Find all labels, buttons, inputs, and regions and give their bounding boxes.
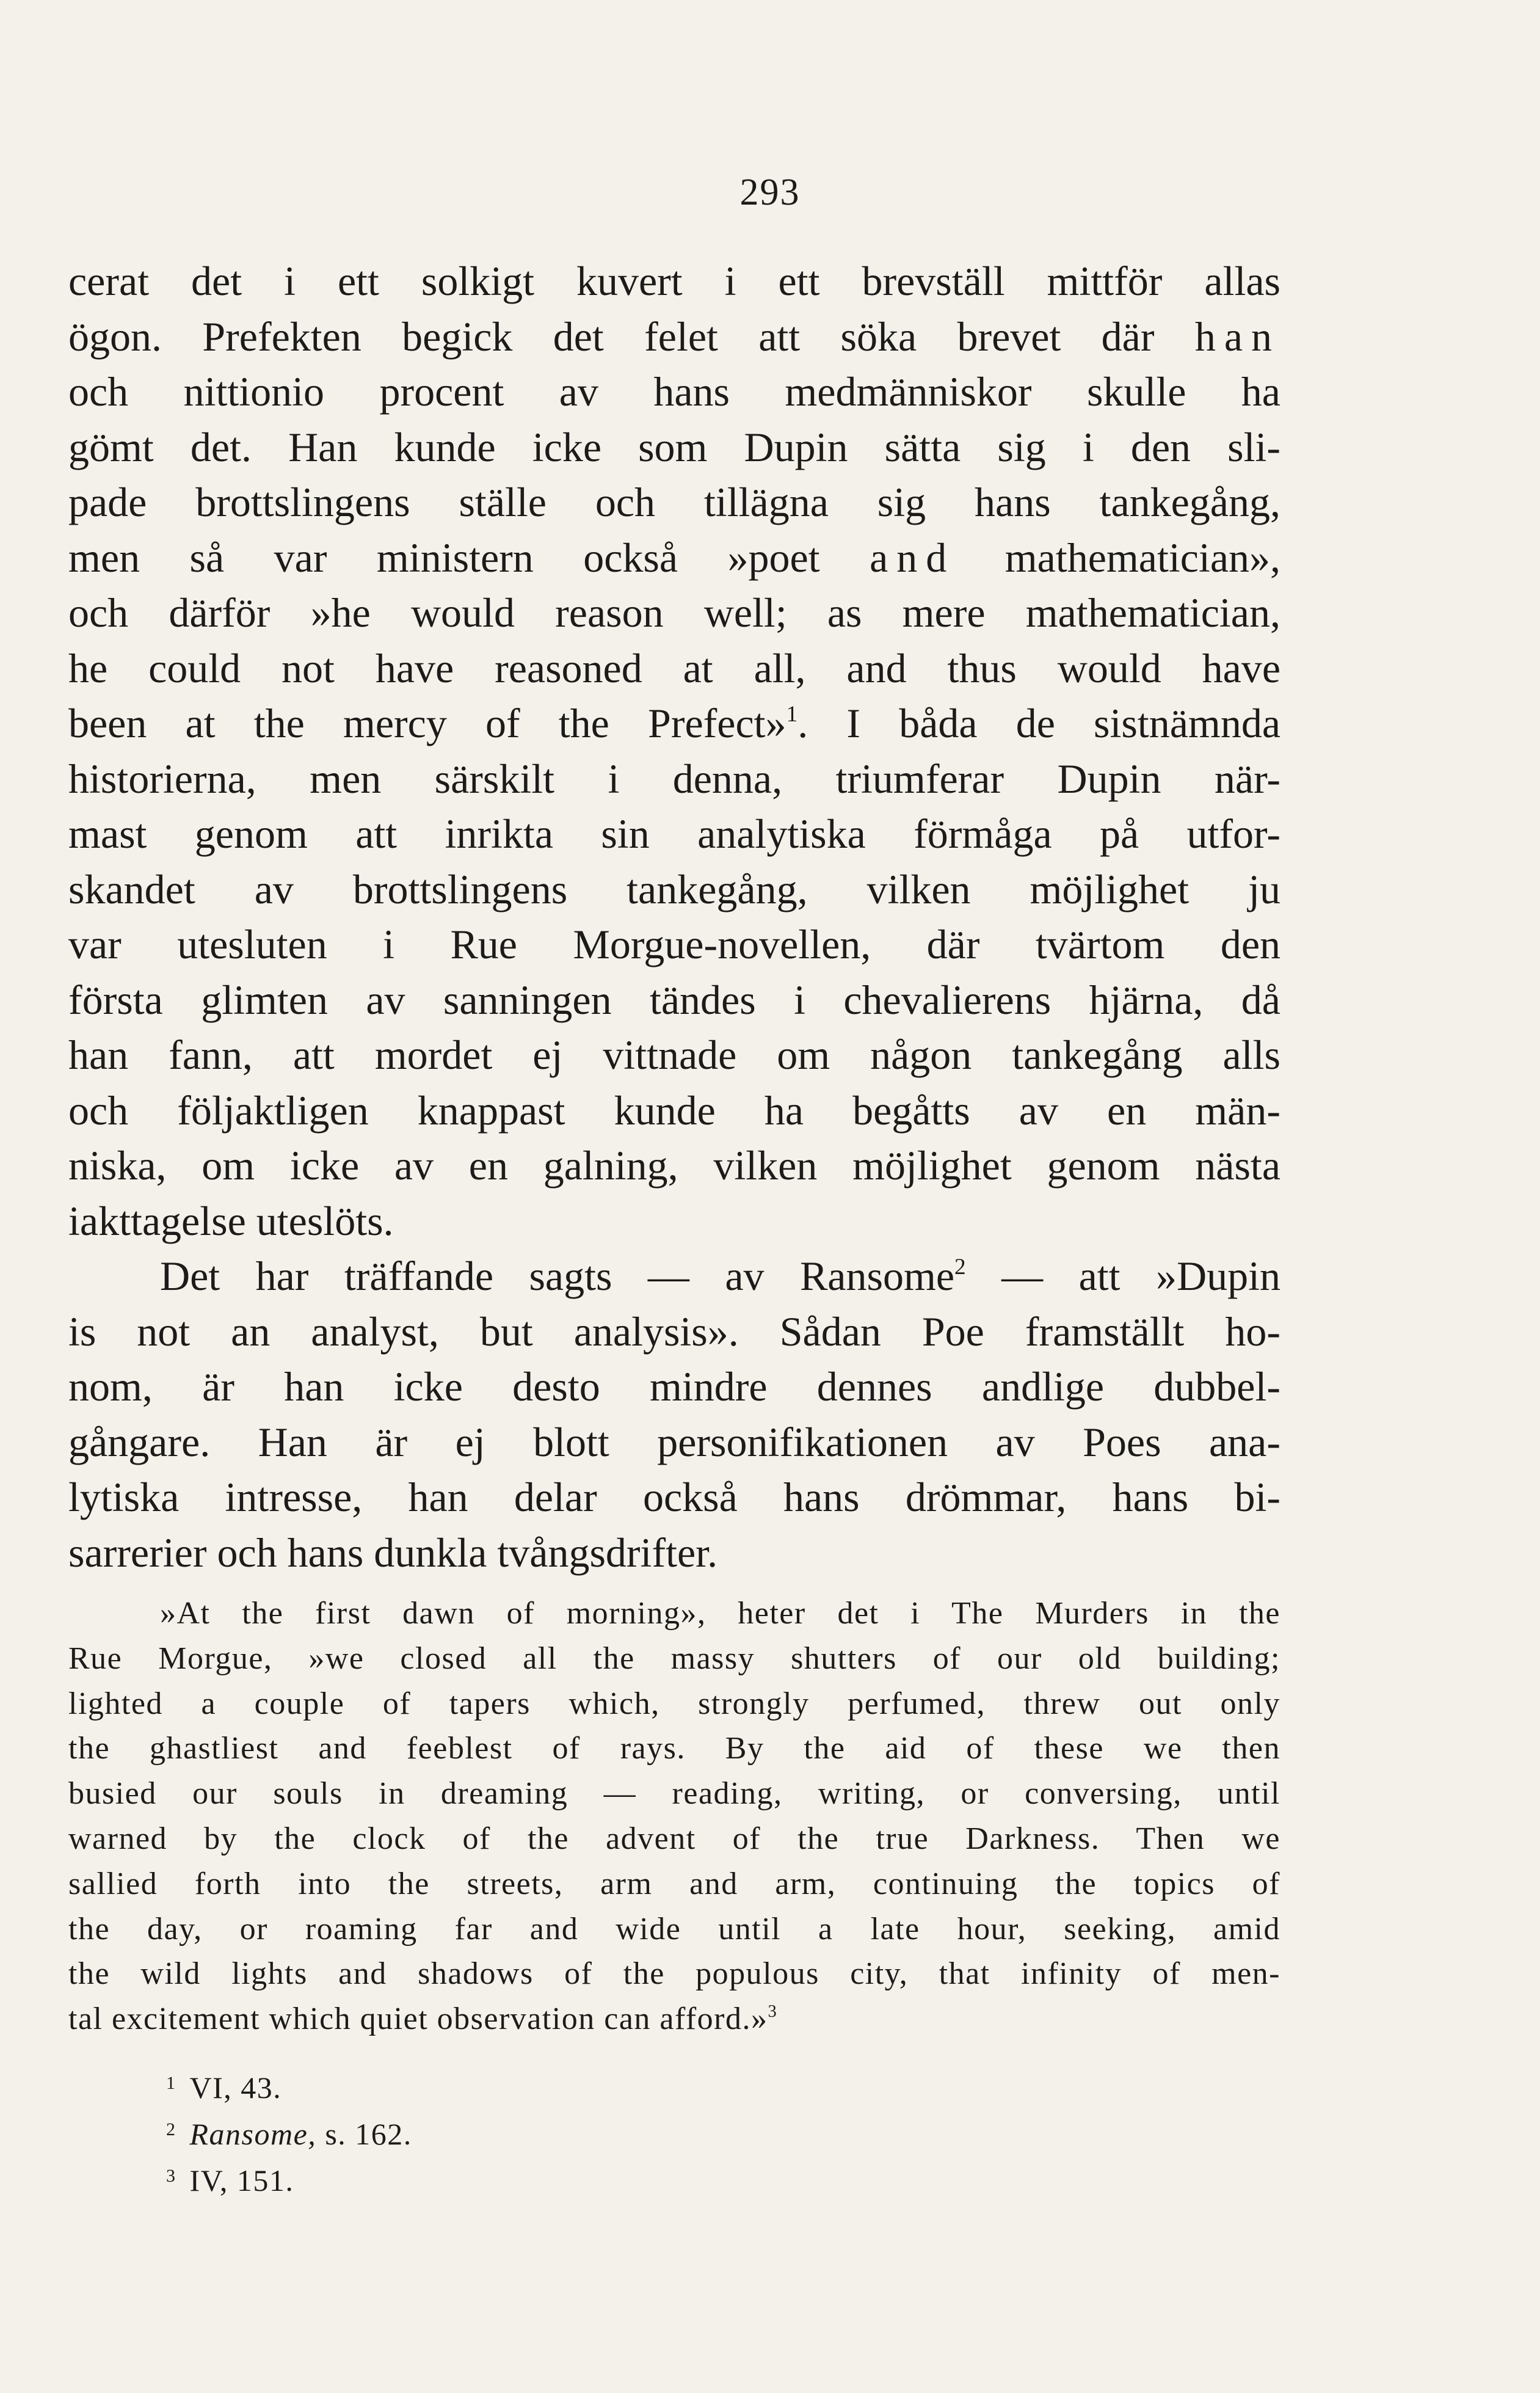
footnote-mark: 3 (166, 2166, 176, 2186)
body-line: och därför »he would reason well; as mere mathematician, (68, 589, 1280, 636)
body-paragraphs (68, 253, 1280, 1580)
body-line: iakttagelse uteslöts. (68, 1197, 394, 1244)
body-line: lytiska intresse, han delar också hans drömmar, hans bi- (68, 1474, 1280, 1520)
emphasized-word: han (1194, 313, 1280, 360)
quote-line: sallied forth into the streets, arm and arm, continuing the topics of (68, 1866, 1280, 1901)
body-line: cerat det i ett solkigt kuvert i ett brevställ mittför allas (68, 258, 1280, 304)
footnote-ref: 2 (954, 1254, 966, 1280)
body-line: he could not have reasoned at all, and thus would have (68, 644, 1280, 691)
body-line: gömt det. Han kunde icke som Dupin sätta sig i den sli- (68, 423, 1280, 470)
footnote: $^1$ VI, 43. (166, 2071, 282, 2105)
body-line: gångare. Han är ej blott personifikationen av Poes ana- (68, 1418, 1280, 1465)
footnote: $^3$ IV, 151. (166, 2163, 294, 2198)
footnote-mark: 2 (166, 2119, 176, 2140)
body-line: men så var ministern också »poet and mathematician», (68, 534, 1281, 581)
footnote: $^2$ Ransome, s. 162. (166, 2117, 412, 2151)
quote-line: Rue Morgue, »we closed all the massy shutters of our old building; (68, 1641, 1280, 1676)
body-line: skandet av brottslingens tankegång, vilken möjlighet ju (68, 865, 1280, 912)
quote-line: the day, or roaming far and wide until a late hour, seeking, amid (68, 1911, 1280, 1947)
quote-line: the wild lights and shadows of the populous city, that infinity of men- (68, 1956, 1280, 1992)
quote-line: warned by the clock of the advent of the true Darkness. Then we (68, 1821, 1280, 1856)
quote-line: »At the first dawn of morning», heter det i The Murders in the (160, 1596, 1280, 1631)
quote-line: lighted a couple of tapers which, strongly perfumed, threw out only (68, 1686, 1280, 1721)
quote-line: busied our souls in dreaming — reading, writing, or conversing, until (68, 1776, 1280, 1812)
block-quote (68, 1591, 1280, 2042)
body-line: historierna, men särskilt i denna, triumferar Dupin när- (68, 755, 1280, 802)
body-line: sarrerier och hans dunkla tvångsdrifter. (68, 1529, 718, 1576)
body-line: och nittionio procent av hans medmänniskor skulle ha (68, 368, 1280, 415)
body-line: han fann, att mordet ej vittnade om någon tankegång alls (68, 1032, 1280, 1078)
body-line: niska, om icke av en galning, vilken möjlighet genom nästa (68, 1142, 1280, 1189)
footnote-mark: 1 (166, 2073, 176, 2093)
page-number: 293 (739, 172, 801, 213)
body-line: pade brottslingens ställe och tillägna sig hans tankegång, (68, 479, 1280, 525)
footnotes (166, 2064, 412, 2204)
body-line: var utesluten i Rue Morgue-novellen, där tvärtom den (68, 921, 1280, 967)
body-line: ögon. Prefekten begick det felet att söka brevet där han (68, 313, 1280, 360)
quote-line: tal excitement which quiet observation can afford.»$^3$ (68, 2001, 778, 2037)
body-line: been at the mercy of the Prefect»$^1$. I båda de sistnämnda (68, 700, 1281, 746)
quote-line: the ghastliest and feeblest of rays. By the aid of these we then (68, 1731, 1280, 1766)
body-line: första glimten av sanningen tändes i chevalierens hjärna, då (68, 976, 1280, 1023)
body-line: mast genom att inrikta sin analytiska förmåga på utfor- (68, 810, 1280, 857)
body-line: Det har träffande sagts — av Ransome$^2$ — att »Dupin (160, 1253, 1281, 1299)
footnote-ref: 1 (786, 701, 798, 727)
footnote-ref: 3 (768, 2002, 778, 2022)
body-line: nom, är han icke desto mindre dennes andlige dubbel- (68, 1363, 1280, 1410)
body-line: is not an analyst, but analysis». Sådan Poe framställt ho- (68, 1308, 1280, 1355)
emphasized-word: and (870, 534, 956, 581)
body-line: och följaktligen knappast kunde ha begåtts av en män- (68, 1087, 1280, 1134)
